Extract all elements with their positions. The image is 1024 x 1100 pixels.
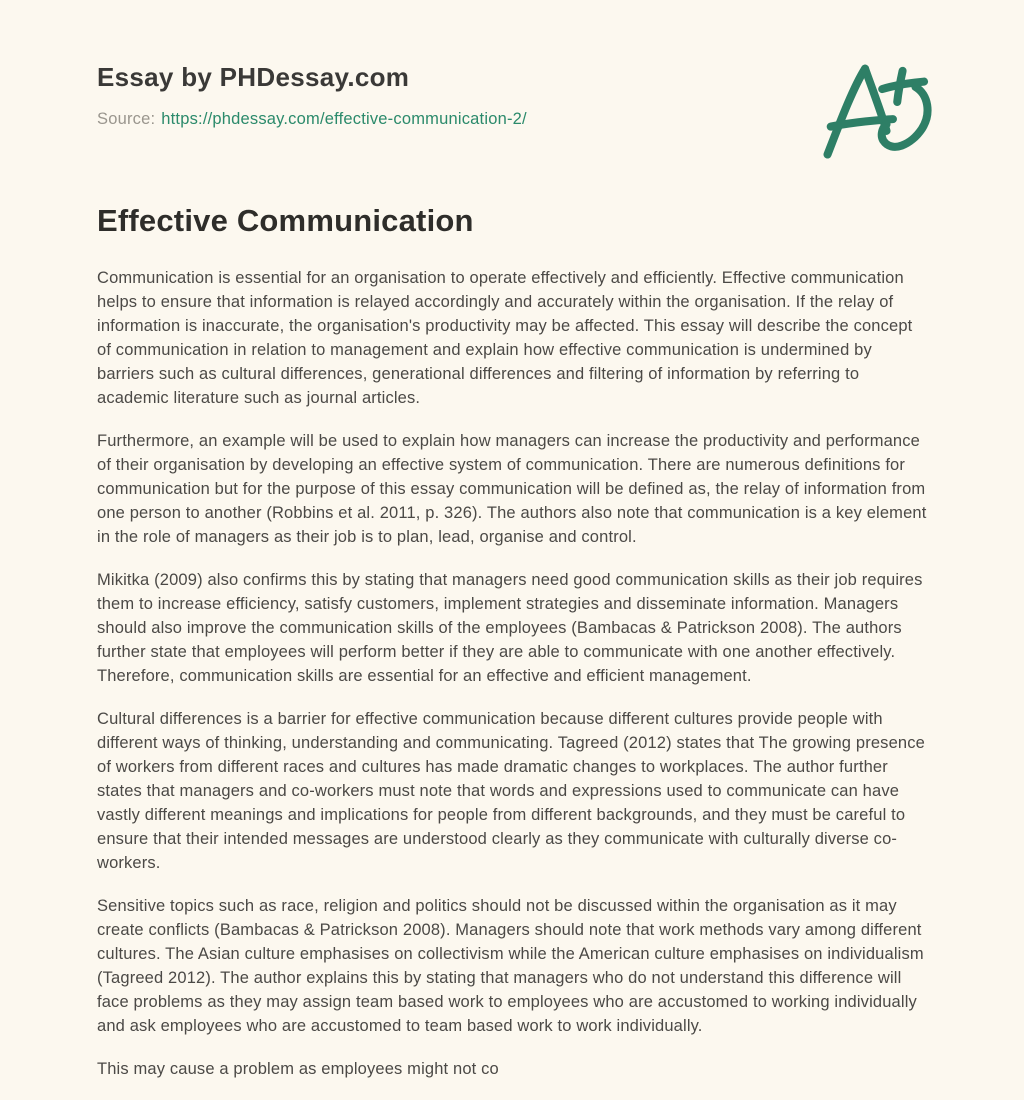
source-link[interactable]: https://phdessay.com/effective-communication-2/ — [161, 110, 527, 128]
paragraph: This may cause a problem as employees might not co — [97, 1060, 499, 1078]
page-header — [97, 62, 927, 129]
source-row — [97, 110, 927, 129]
essay-body — [97, 266, 929, 1081]
a-plus-logo-icon — [820, 58, 938, 162]
byline: Essay by PHDessay.com — [97, 62, 410, 92]
paragraph: Mikitka (2009) also confirms this by stating that managers need good communication skills as their job requires them to increase efficiency, satisfy customers, implement strategies and disseminate information. Managers should also improve the communication skills of the employees (Bambacas & Patrickson 2008). The authors further state that employees will perform better if they are able to communicate with one another effectively. Therefore, communication skills are essential for an effective and efficient management. — [97, 571, 923, 685]
paragraph: Sensitive topics such as race, religion and politics should not be discussed within the organisation as it may create conflicts (Bambacas & Patrickson 2008). Managers should note that work methods vary among different cultures. The Asian culture emphasises on collectivism while the American culture emphasises on individualism (Tagreed 2012). The author explains this by stating that managers who do not understand this difference will face problems as they may assign team based work to employees who are accustomed to working individually and ask employees who are accustomed to team based work to work individually. — [97, 897, 924, 1035]
paragraph: Communication is essential for an organisation to operate effectively and efficiently. Effective communication helps to ensure that information is relayed accordingly and accurately within the organisation. If the relay of information is inaccurate, the organisation's productivity may be affected. This essay will describe the concept of communication in relation to management and explain how effective communication is undermined by barriers such as cultural differences, generational differences and filtering of information by referring to academic literature such as journal articles. — [97, 269, 913, 407]
source-label: Source: — [97, 110, 156, 128]
paragraph: Furthermore, an example will be used to explain how managers can increase the productivity and performance of their organisation by developing an effective system of communication. There are numerous definitions for communication but for the purpose of this essay communication will be defined as, the relay of information from one person to another (Robbins et al. 2011, p. 326). The authors also note that communication is a key element in the role of managers as their job is to plan, lead, organise and control. — [97, 432, 927, 546]
essay-title: Effective Communication — [97, 203, 474, 238]
paragraph: Cultural differences is a barrier for effective communication because different cultures provide people with different ways of thinking, understanding and communicating. Tagreed (2012) states that The growing presence of workers from different races and cultures has made dramatic changes to workplaces. The author further states that managers and co-workers must note that words and expressions used to communicate can have vastly different meanings and implications for people from different backgrounds, and they must be careful to ensure that their intended messages are understood clearly as they communicate with culturally diverse co-workers. — [97, 710, 925, 872]
